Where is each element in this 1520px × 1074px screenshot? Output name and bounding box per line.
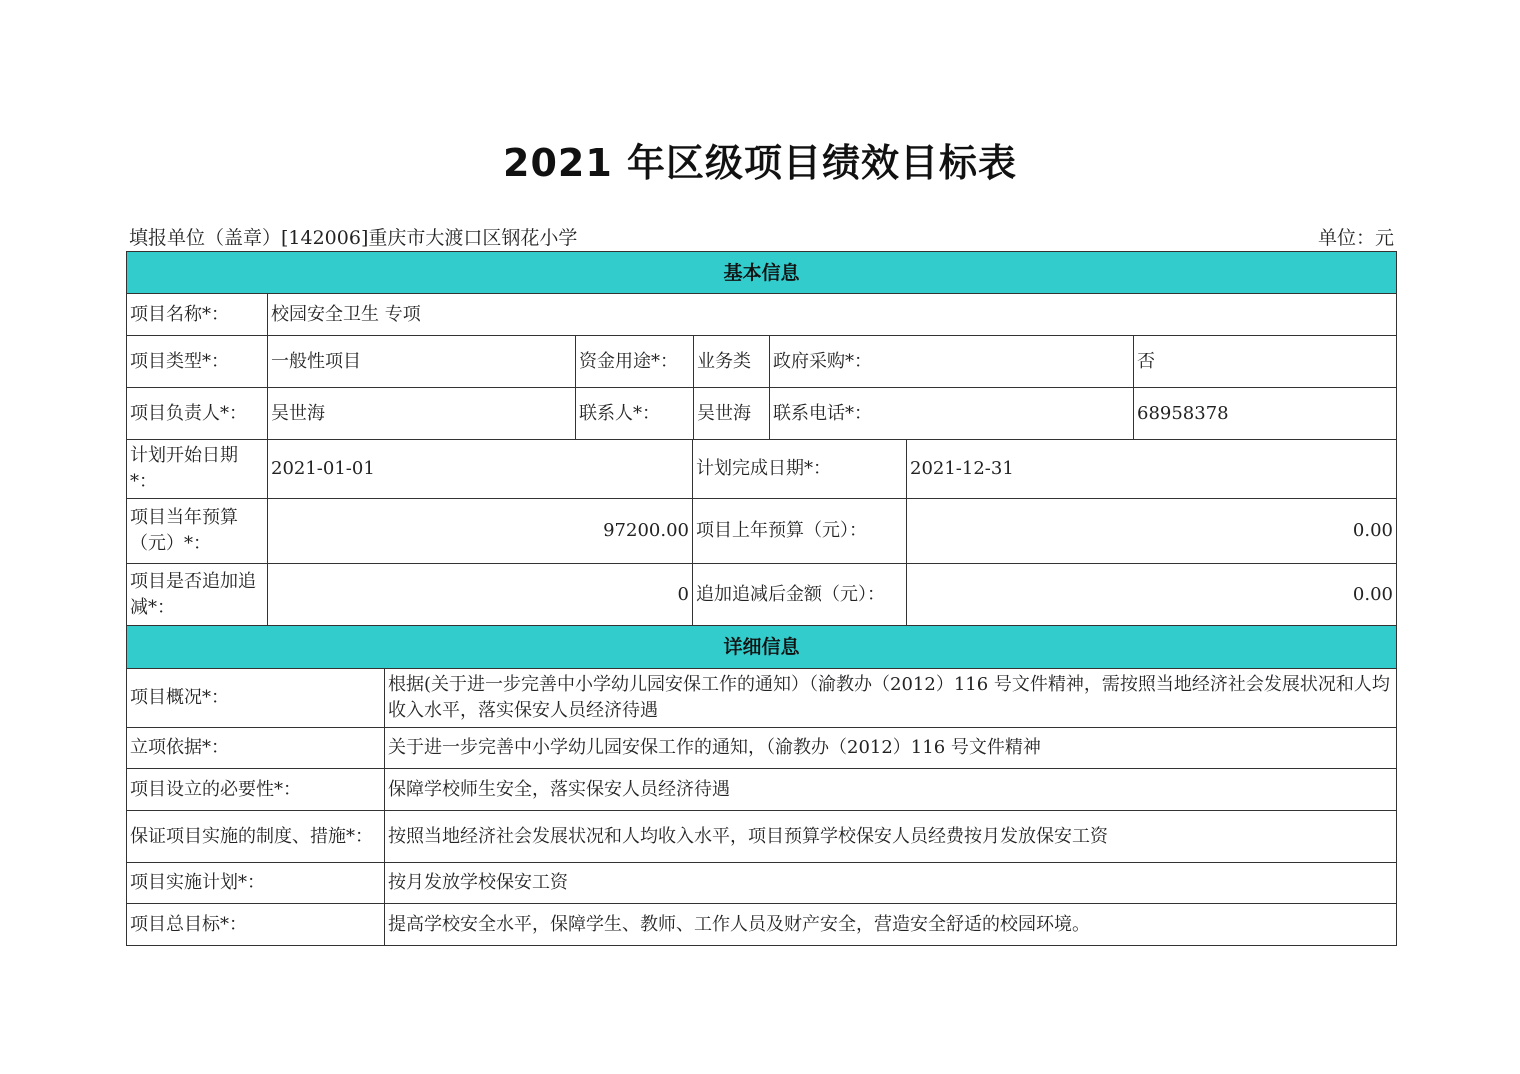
start-date-value: 2021-01-01 [267,439,693,499]
prev-budget-label: 项目上年预算（元）： [692,498,907,564]
contact-value: 吴世海 [693,387,770,440]
plan-label: 项目实施计划*： [126,862,385,904]
overview-value: 根据(关于进一步完善中小学幼儿园安保工作的通知）（渝教办（2012）116 号文件精神，需按照当地经济社会发展状况和人均收入水平，落实保安人员经济待遇 [384,668,1397,728]
basis-value: 关于进一步完善中小学幼儿园安保工作的通知，（渝教办（2012）116 号文件精神 [384,727,1397,769]
page-title: 2021 年区级项目绩效目标表 [503,141,1017,185]
project-name-value: 校园安全卫生 专项 [267,293,1397,336]
goal-label: 项目总目标*： [126,903,385,946]
end-date-value: 2021-12-31 [906,439,1397,499]
procurement-value: 否 [1133,335,1397,388]
phone-label: 联系电话*： [769,387,1134,440]
phone-value: 68958378 [1133,387,1397,440]
necessity-value: 保障学校师生安全，落实保安人员经济待遇 [384,768,1397,811]
prev-budget-value: 0.00 [906,498,1397,564]
measures-label: 保证项目实施的制度、措施*： [126,810,385,863]
project-type-value: 一般性项目 [267,335,576,388]
overview-label: 项目概况*： [126,668,385,728]
budget-value: 97200.00 [267,498,693,564]
adjusted-amount-value: 0.00 [906,563,1397,626]
plan-value: 按月发放学校保安工资 [384,862,1397,904]
procurement-label: 政府采购*： [769,335,1134,388]
project-type-label: 项目类型*： [126,335,268,388]
section-header-detail: 详细信息 [126,625,1397,669]
fund-usage-value: 业务类 [693,335,770,388]
adjust-value: 0 [267,563,693,626]
reporting-unit: 填报单位（盖章）[142006]重庆市大渡口区钢花小学 [129,227,578,249]
fund-usage-label: 资金用途*： [575,335,694,388]
adjust-label: 项目是否追加追减*： [126,563,268,626]
goal-value: 提高学校安全水平，保障学生、教师、工作人员及财产安全，营造安全舒适的校园环境。 [384,903,1397,946]
currency-unit: 单位：元 [1317,227,1394,249]
contact-label: 联系人*： [575,387,694,440]
performance-table [126,251,1397,946]
measures-value: 按照当地经济社会发展状况和人均收入水平，项目预算学校保安人员经费按月发放保安工资 [384,810,1397,863]
necessity-label: 项目设立的必要性*： [126,768,385,811]
basis-label: 立项依据*： [126,727,385,769]
project-name-label: 项目名称*： [126,293,268,336]
project-owner-value: 吴世海 [267,387,576,440]
end-date-label: 计划完成日期*： [692,439,907,499]
start-date-label: 计划开始日期*： [126,439,268,499]
budget-label: 项目当年预算（元）*： [126,498,268,564]
section-header-basic: 基本信息 [126,251,1397,294]
adjusted-amount-label: 追加追减后金额（元）： [692,563,907,626]
project-owner-label: 项目负责人*： [126,387,268,440]
